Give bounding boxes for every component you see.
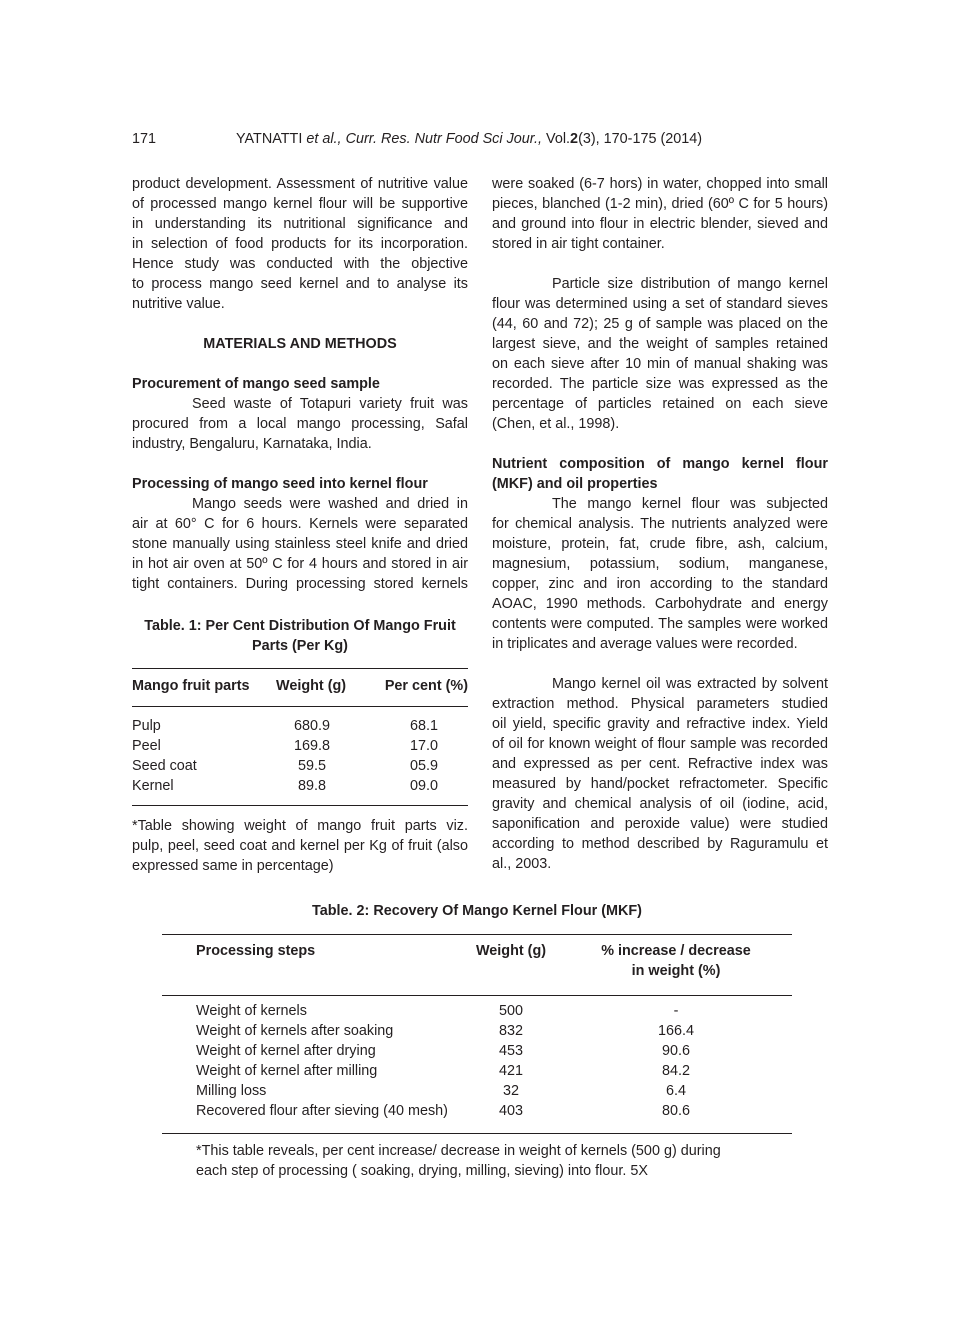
- text-line: and ground into flour in electric blender, sieved and: [492, 216, 828, 232]
- table2-header-change: [576, 941, 776, 981]
- table2-cell-change: -: [673, 1003, 679, 1019]
- subheading-procurement: Procurement of mango seed sample: [132, 376, 380, 392]
- text-line: tight containers. During processing stored kernels: [132, 576, 468, 592]
- table2-cell-step: Recovered flour after sieving (40 mesh): [196, 1103, 448, 1119]
- table2-caption: Table. 2: Recovery Of Mango Kernel Flour (MKF): [312, 903, 642, 919]
- header-author: YATNATTI: [236, 131, 303, 147]
- table2-cell-step: Weight of kernels: [196, 1003, 307, 1019]
- text-line: AOAC, 1990 methods. Carbohydrate and energy: [492, 596, 828, 612]
- text-line: percentage of particles retained on each sieve: [492, 396, 828, 412]
- table2-cell-step: Weight of kernels after soaking: [196, 1023, 394, 1039]
- table1-header-percent: Per cent (%): [384, 678, 468, 694]
- table1-cell-part: Peel: [132, 738, 161, 754]
- text-line: recorded. The particle size was expressed as the: [492, 376, 828, 392]
- text-line: according to method described by Raguramulu et: [492, 836, 828, 852]
- table2-cell-step: Milling loss: [196, 1083, 267, 1099]
- table2-note: [196, 1141, 721, 1181]
- table2-header-weight: Weight (g): [475, 943, 547, 959]
- header-journal: Curr. Res. Nutr Food Sci Jour.,: [345, 131, 543, 147]
- table2-cell-change: 166.4: [657, 1023, 694, 1039]
- text-line: (MKF) and oil properties: [492, 476, 658, 492]
- table2-cell-weight: 453: [498, 1043, 523, 1059]
- processing-paragraph: [132, 494, 468, 594]
- table1-header-weight: Weight (g): [276, 678, 347, 694]
- running-header: [132, 129, 732, 149]
- text-line: Mango seeds were washed and dried in: [192, 496, 468, 512]
- text-line: stone manually using stainless steel knife and dried: [132, 536, 468, 552]
- text-line: oil yield, specific gravity and refractive index. Yield: [492, 716, 828, 732]
- table2-header-rule: [162, 995, 792, 996]
- text-line: copper, zinc and iron according to the standard: [492, 576, 828, 592]
- text-line: The mango kernel flour was subjected: [552, 496, 828, 512]
- text-line: saponification and peroxide value) were studied: [492, 816, 828, 832]
- table2-cell-change: 84.2: [661, 1063, 690, 1079]
- text-line: flour was determined using a set of standard sieves: [492, 296, 828, 312]
- text-line: in triplicates and average values were recorded.: [492, 636, 798, 652]
- text-line: expressed same in percentage): [132, 858, 334, 874]
- table2-bottom-rule: [162, 1133, 792, 1134]
- page-number: 171: [132, 131, 157, 147]
- text-line: procured from a local mango processing, Safal: [132, 416, 468, 432]
- text-line: nutritive value.: [132, 296, 225, 312]
- text-line: Hence study was conducted with the objective: [132, 256, 468, 272]
- text-line: in hot air oven at 50º C for 4 hours and stored in air: [132, 556, 468, 572]
- table1-caption-line: Parts (Per Kg): [252, 638, 348, 654]
- text-line: gravity and chemical analysis of oil (iodine, acid,: [492, 796, 828, 812]
- text-line: al., 2003.: [492, 856, 552, 872]
- text-line: (Chen, et al., 1998).: [492, 416, 620, 432]
- table2-header-change-line: % increase / decrease: [601, 943, 751, 959]
- procurement-paragraph: [132, 394, 468, 454]
- table1-caption: [132, 616, 468, 656]
- text-line: (44, 60 and 72); 25 g of sample was placed on the: [492, 316, 828, 332]
- text-line: Seed waste of Totapuri variety fruit was: [192, 396, 468, 412]
- table1-cell-weight: 169.8: [293, 738, 330, 754]
- text-line: *Table showing weight of mango fruit parts viz.: [132, 818, 468, 834]
- text-line: to process mango seed kernel and to analyse its: [132, 276, 468, 292]
- table1-top-rule: [132, 668, 468, 669]
- table2-cell-weight: 832: [498, 1023, 523, 1039]
- text-line: moisture, protein, fat, crude fibre, ash, calcium,: [492, 536, 828, 552]
- text-line: Nutrient composition of mango kernel flour: [492, 456, 828, 472]
- table1-cell-weight: 680.9: [293, 718, 330, 734]
- table2-cell-weight: 32: [502, 1083, 519, 1099]
- table1-cell-weight: 89.8: [297, 778, 326, 794]
- text-line: on each sieve after 10 min of manual shaking was: [492, 356, 828, 372]
- text-line: in selection of food products for its incorporation.: [132, 236, 468, 252]
- text-line: contents were computed. The samples were worked: [492, 616, 828, 632]
- oil-paragraph: [492, 674, 828, 874]
- header-volume: 2: [570, 131, 579, 147]
- subheading-nutrient: [492, 454, 828, 494]
- text-line: pulp, peel, seed coat and kernel per Kg of fruit (also: [132, 838, 468, 854]
- table1-cell-percent: 05.9: [409, 758, 438, 774]
- table2-cell-step: Weight of kernel after milling: [196, 1063, 378, 1079]
- text-line: stored in air tight container.: [492, 236, 665, 252]
- table2-cell-weight: 403: [498, 1103, 523, 1119]
- text-line: were soaked (6-7 hors) in water, chopped into small: [492, 176, 828, 192]
- section-heading-methods: MATERIALS AND METHODS: [203, 336, 397, 352]
- table2-cell-change: 90.6: [661, 1043, 690, 1059]
- table1-caption-line: Table. 1: Per Cent Distribution Of Mango Fruit: [144, 618, 456, 634]
- text-line: Mango kernel oil was extracted by solvent: [552, 676, 828, 692]
- table2-top-rule: [162, 934, 792, 935]
- text-line: and expressed as per cent. Refractive index was: [492, 756, 828, 772]
- table2-note-line: *This table reveals, per cent increase/ decrease in weight of kernels (500 g) during: [196, 1143, 721, 1159]
- text-line: product development. Assessment of nutritive value: [132, 176, 468, 192]
- text-line: in understanding its nutritional significance and: [132, 216, 468, 232]
- table2-header-steps: Processing steps: [196, 943, 316, 959]
- table2-header-change-line: in weight (%): [631, 963, 721, 979]
- intro-paragraph: [132, 174, 468, 314]
- text-line: Particle size distribution of mango kernel: [552, 276, 828, 292]
- table1-bottom-rule: [132, 805, 468, 806]
- table1-cell-part: Seed coat: [132, 758, 197, 774]
- table1-cell-percent: 09.0: [409, 778, 438, 794]
- text-line: magnesium, potassium, sodium, manganese,: [492, 556, 828, 572]
- text-line: pieces, blanched (1-2 min), dried (60º C for 5 hours): [492, 196, 828, 212]
- right-paragraph-1: [492, 174, 828, 254]
- text-line: largest sieve, and the weight of samples retained: [492, 336, 828, 352]
- header-etal: et al.,: [306, 131, 342, 147]
- text-line: of processed mango kernel flour will be supportive: [132, 196, 468, 212]
- table1-header-rule: [132, 706, 468, 707]
- table2-cell-weight: 421: [498, 1063, 523, 1079]
- table1-header-parts: Mango fruit parts: [132, 678, 250, 694]
- table2-cell-step: Weight of kernel after drying: [196, 1043, 376, 1059]
- table2-cell-weight: 500: [498, 1003, 523, 1019]
- text-line: extraction method. Physical parameters studied: [492, 696, 828, 712]
- table2-cell-change: 6.4: [665, 1083, 686, 1099]
- text-line: measured by hand/pocket refractometer. Specific: [492, 776, 828, 792]
- text-line: industry, Bengaluru, Karnataka, India.: [132, 436, 372, 452]
- nutrient-paragraph: [492, 494, 828, 654]
- table2-note-line: each step of processing ( soaking, drying, milling, sieving) into flour. 5X: [196, 1163, 648, 1179]
- table1-cell-part: Kernel: [132, 778, 174, 794]
- subheading-processing: Processing of mango seed into kernel flour: [132, 476, 428, 492]
- table1-note: [132, 816, 468, 876]
- text-line: of oil for known weight of flour sample was recorded: [492, 736, 828, 752]
- table1-cell-percent: 68.1: [409, 718, 438, 734]
- table1-cell-percent: 17.0: [409, 738, 438, 754]
- text-line: air at 60° C for 6 hours. Kernels were separated: [132, 516, 468, 532]
- table1-cell-part: Pulp: [132, 718, 161, 734]
- table2-cell-change: 80.6: [661, 1103, 690, 1119]
- text-line: for chemical analysis. The nutrients analyzed were: [492, 516, 828, 532]
- table1-cell-weight: 59.5: [297, 758, 326, 774]
- header-vol-label: Vol.: [546, 131, 571, 147]
- particle-size-paragraph: [492, 274, 828, 434]
- header-issue-pages: (3), 170-175 (2014): [578, 131, 703, 147]
